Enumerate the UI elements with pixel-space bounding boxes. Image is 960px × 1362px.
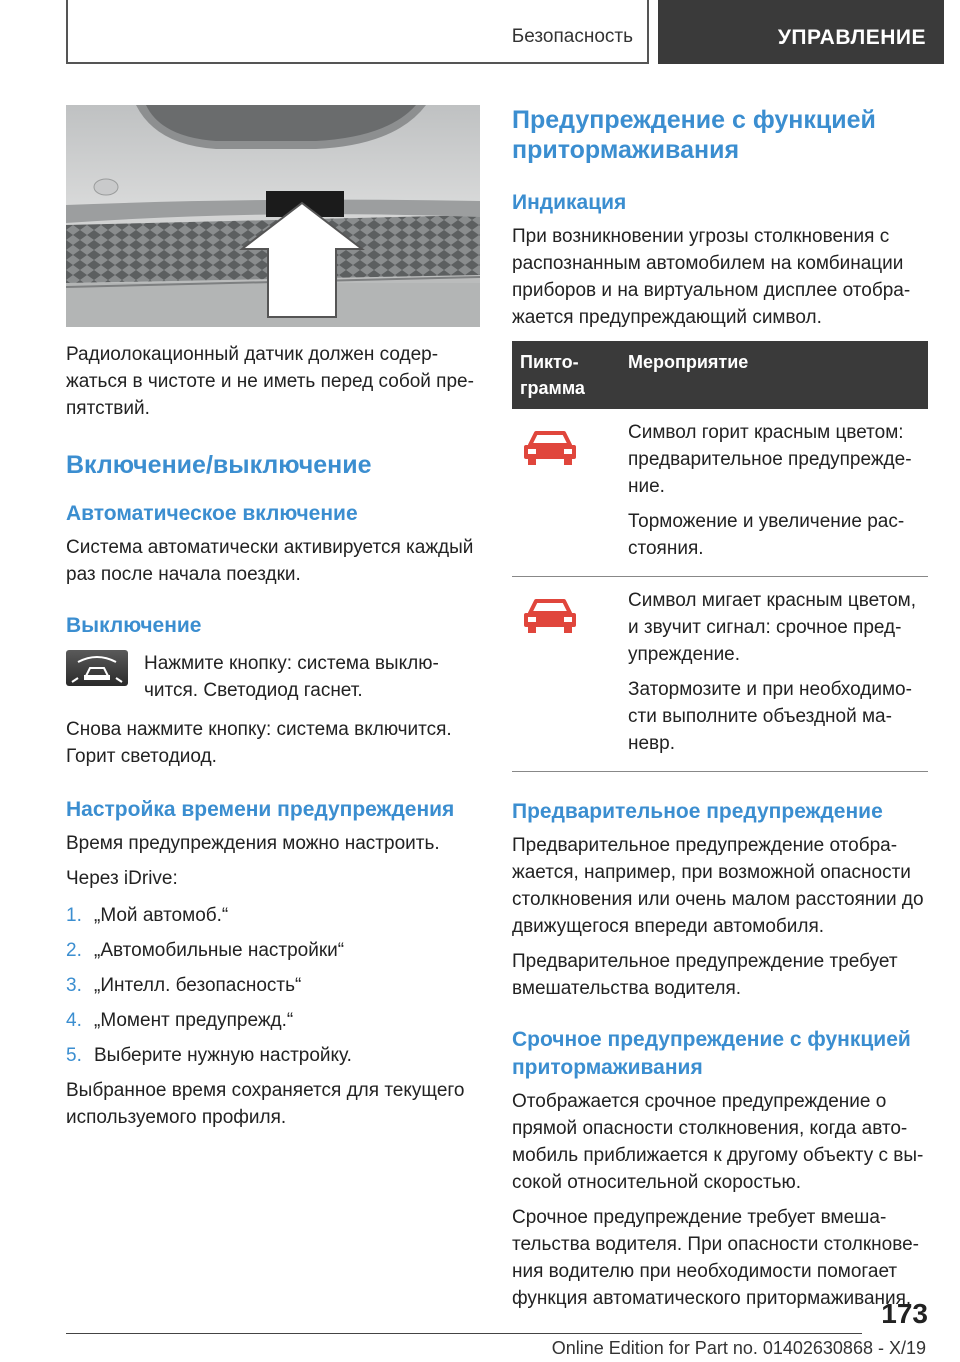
assist-button-icon (66, 650, 128, 686)
button-off-text: Нажмите кнопку: система выклю-чится. Светодиод гаснет. (144, 653, 439, 701)
action-text: Затормозите и при необходимо-сти выполните объездной ма-невр. (628, 679, 912, 754)
heading-braking-warning: Предупреждение с функцией притормаживания (512, 106, 876, 164)
subheading-off: Выключение (66, 614, 202, 637)
auto-on-text: Система автоматически активируется каждый раз после начала поездки. (66, 537, 474, 585)
header-section-title: Безопасность (511, 26, 633, 47)
step-item: 1. „Мой автомоб.“ (66, 905, 229, 926)
action-cell (620, 577, 928, 772)
subheading-auto-on: Автоматическое включение (66, 502, 358, 525)
pre-warning-text: Предварительное предупреждение отобра-жается, например, при возможной опасности столкновения или очень малом расстоянии до движущегося впереди автомобиля. (512, 835, 924, 937)
table-header-row (512, 341, 928, 409)
left-column (66, 105, 480, 1131)
button-on-text: Снова нажмите кнопку: система включится. Горит светодиод. (66, 719, 452, 767)
warning-time-text: Время предупреждения можно настроить. (66, 833, 440, 854)
action-text: Символ мигает красным цветом, и звучит сигнал: срочное пред-упреждение. (628, 590, 916, 665)
car-warning-icon (520, 593, 580, 637)
pre-warning-text-2: Предварительное предупреждение требует вмешательства водителя. (512, 951, 898, 999)
indication-text: При возникновении угрозы столкновения с распознанным автомобилем на комбинации приборов и на виртуальном дисплее отобра-жается предупреждающий символ. (512, 226, 911, 328)
subheading-indication: Индикация (512, 191, 627, 214)
action-cell (620, 409, 928, 577)
header-chapter-title: УПРАВЛЕНИЕ (777, 26, 926, 49)
page-number: 173 (881, 1298, 928, 1329)
photo-caption: Радиолокационный датчик должен содер-жаться в чистоте и не иметь перед собой пре-пятствий. (66, 344, 474, 419)
table-row (512, 577, 928, 772)
icon-cell (512, 577, 620, 772)
action-text: Символ горит красным цветом: предварительное предупрежде-ние. (628, 422, 912, 497)
subheading-pre-warning: Предварительное предупреждение (512, 800, 883, 823)
idrive-label: Через iDrive: (66, 868, 178, 889)
step-item: 4. „Момент предупрежд.“ (66, 1010, 294, 1031)
footer-edition: Online Edition for Part no. 01402630868 - X/19 (551, 1338, 926, 1358)
header-section-box (66, 0, 649, 64)
step-item: 3. „Интелл. безопасность“ (66, 975, 302, 996)
header-chapter-tab (658, 0, 944, 64)
button-instruction (66, 650, 480, 716)
icon-cell (512, 409, 620, 577)
saved-profile-text: Выбранное время сохраняется для текущего используемого профиля. (66, 1080, 465, 1128)
action-text: Торможение и увеличение рас-стояния. (628, 511, 905, 559)
step-item: 2. „Автомобильные настройки“ (66, 940, 345, 961)
symbol-table (512, 341, 928, 772)
urgent-warning-text-2: Срочное предупреждение требует вмеша-тельства водителя. При опасности столкнове-ния водителю при необходимости помогает функция автоматического притормаживания. (512, 1207, 919, 1309)
subheading-urgent-warning: Срочное предупреждение с функцией притормаживания (512, 1028, 911, 1079)
col-header-action: Мероприятие (620, 341, 928, 409)
urgent-warning-text: Отображается срочное предупреждение о прямой опасности столкновения, когда авто-мобиль приближается к другому объекту с вы-сокой относительной скоростью. (512, 1091, 924, 1193)
idrive-steps (66, 902, 480, 1069)
footer-divider (66, 1333, 862, 1334)
step-item: 5. Выберите нужную настройку. (66, 1045, 352, 1066)
table-row (512, 409, 928, 577)
radar-sensor-photo (66, 105, 480, 327)
right-column (512, 105, 928, 1312)
car-warning-icon (520, 425, 580, 469)
heading-on-off: Включение/выключение (66, 451, 372, 479)
subheading-warning-time: Настройка времени предупреждения (66, 798, 455, 821)
col-header-pictogram: Пикто-грамма (512, 341, 620, 409)
